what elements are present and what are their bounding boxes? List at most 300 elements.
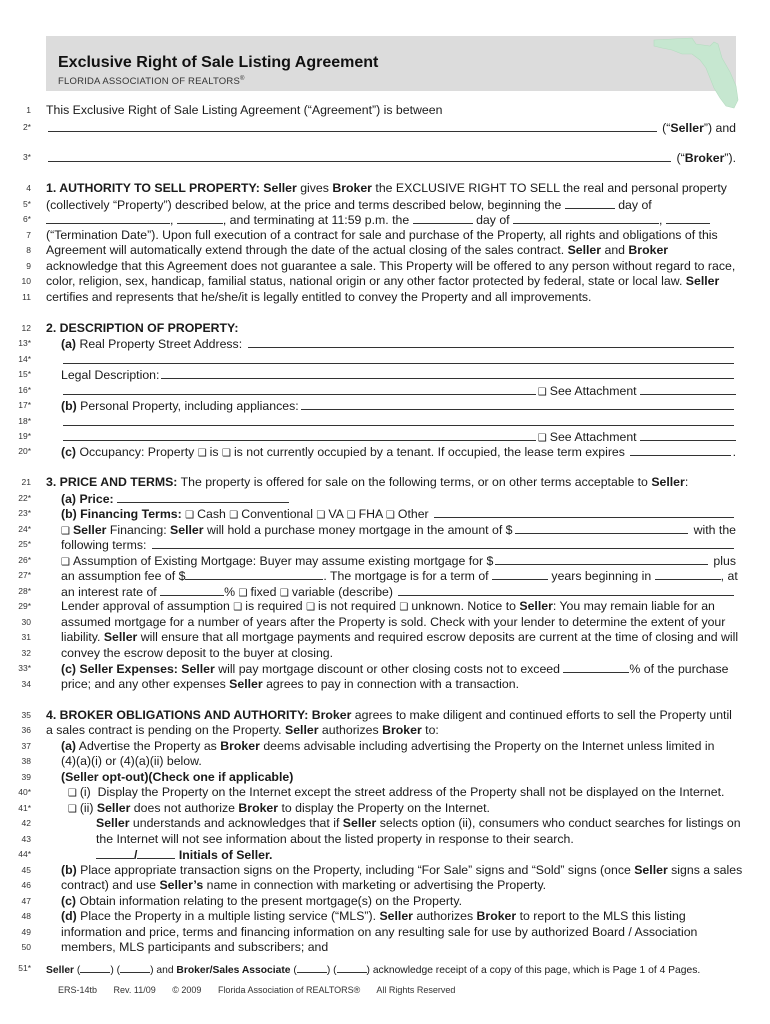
form-line xyxy=(0,645,770,661)
blank-field[interactable] xyxy=(117,490,289,503)
line-number: 45 xyxy=(21,865,31,875)
text-run: an interest rate of xyxy=(61,585,161,599)
line-number: 11 xyxy=(22,292,31,302)
line-text xyxy=(61,924,736,940)
blank-field[interactable] xyxy=(137,846,175,859)
line-number: 10 xyxy=(21,276,31,286)
line-number: 9 xyxy=(26,261,31,271)
text-run: Place the Property in a multiple listing service (“MLS”). xyxy=(76,909,380,923)
text-run: : You may remain liable for an xyxy=(552,599,715,613)
line-number: 7 xyxy=(26,230,31,240)
bold-text: Broker xyxy=(382,723,422,737)
line-number: 50 xyxy=(21,942,31,952)
bold-text: Initials of Seller. xyxy=(178,848,273,862)
line-number: 51* xyxy=(18,963,31,973)
text-run: % of the purchase xyxy=(629,662,729,676)
bold-text: Seller xyxy=(103,630,138,644)
bold-text: Broker/Sales Associate xyxy=(176,965,291,976)
text-run: Conventional xyxy=(241,507,317,521)
line-number: 37 xyxy=(21,741,31,751)
bold-text: (c) xyxy=(61,894,77,908)
form-line xyxy=(0,413,770,429)
form-line xyxy=(0,753,770,769)
bold-text: Seller xyxy=(567,243,602,257)
blank-field[interactable] xyxy=(152,536,734,549)
blank-field[interactable] xyxy=(63,382,536,395)
text-run: name in connection with marketing or advertising the Property. xyxy=(203,878,547,892)
text-run: agrees to make diligent and continued efforts to sell the Property until xyxy=(351,708,732,722)
text-run: VA xyxy=(328,507,347,521)
blank-field[interactable] xyxy=(434,505,734,518)
text-run: agrees to pay in connection with a transaction. xyxy=(262,677,520,691)
text-run: (“Termination Date”). Upon full execution of a contract for sale and purchase of the Property, all rights and obligations of this xyxy=(46,228,718,242)
blank-field[interactable] xyxy=(413,211,473,224)
bold-text: Seller xyxy=(379,909,413,923)
form-line xyxy=(0,567,770,583)
checkbox-icon[interactable]: ❑ xyxy=(185,510,195,521)
bold-text: 3. PRICE AND TERMS: xyxy=(46,475,178,489)
checkbox-icon[interactable]: ❑ xyxy=(279,588,289,599)
text-run: is not required xyxy=(318,599,400,613)
bold-text: (b) xyxy=(61,399,77,413)
line-number: 35 xyxy=(21,710,31,720)
blank-field[interactable] xyxy=(565,196,615,209)
checkbox-icon[interactable]: ❑ xyxy=(537,387,547,398)
blank-field[interactable] xyxy=(48,119,657,132)
text-run: Lender approval of assumption xyxy=(61,599,234,613)
form-line xyxy=(0,521,770,537)
text-run xyxy=(61,784,68,800)
rights-reserved: All Rights Reserved xyxy=(376,985,456,995)
line-number: 30 xyxy=(21,617,31,627)
text-run: ) acknowledge receipt of a copy of this page, which is Page 1 of 4 Pages. xyxy=(366,965,701,976)
bold-text: Seller xyxy=(229,677,263,691)
text-run: color, religion, sex, handicap, familial status, national origin or any other factor protected by federal, state or local law. xyxy=(46,274,686,288)
text-run: authorizes xyxy=(412,909,477,923)
form-line xyxy=(0,490,770,506)
text-run: This Exclusive Right of Sale Listing Agreement (“Agreement”) is between xyxy=(46,103,443,117)
checkbox-icon[interactable]: ❑ xyxy=(67,788,77,799)
form-line xyxy=(0,505,770,521)
text-run: Agreement will automatically extend through the date of the actual closing of the sales contract. xyxy=(46,243,568,257)
blank-field[interactable] xyxy=(248,335,734,348)
form-line xyxy=(0,366,770,382)
line-text xyxy=(46,149,736,166)
line-number: 29* xyxy=(18,601,31,611)
text-run: deems advisable including advertising the Property on the Internet unless limited in xyxy=(259,739,715,753)
blank-field[interactable] xyxy=(63,428,536,441)
blank-field[interactable] xyxy=(495,552,708,565)
bold-text: 1. AUTHORITY TO SELL PROPERTY: Seller xyxy=(46,181,297,195)
text-run: day of xyxy=(472,213,513,227)
form-line xyxy=(0,335,770,351)
bold-text: (b) Financing Terms: xyxy=(61,507,182,521)
checkbox-icon[interactable]: ❑ xyxy=(67,804,77,815)
line-number: 38 xyxy=(21,756,31,766)
form-line xyxy=(0,102,770,118)
line-number: 5* xyxy=(22,199,31,209)
form-line xyxy=(0,877,770,893)
text-run: Place appropriate transaction signs on the Property, including “For Sale” signs and “Sold” signs (once xyxy=(76,863,635,877)
line-number: 20* xyxy=(18,446,31,456)
text-run: , at xyxy=(720,569,738,583)
text-run: , xyxy=(659,213,666,227)
text-run: plus xyxy=(710,554,736,568)
text-run: selects option (ii), consumers who conduct searches for listings on xyxy=(376,816,741,830)
line-text xyxy=(61,676,736,692)
line-text xyxy=(61,862,743,878)
bold-text: Broker xyxy=(220,739,260,753)
bold-text: Seller xyxy=(685,274,720,288)
line-number: 48 xyxy=(21,911,31,921)
line-text xyxy=(46,102,736,118)
text-run: % xyxy=(224,585,239,599)
line-number: 16* xyxy=(18,385,31,395)
line-number: 25* xyxy=(18,539,31,549)
text-run: day of xyxy=(614,198,652,212)
text-run: Real Property Street Address: xyxy=(76,337,246,351)
line-text xyxy=(96,831,736,847)
text-run: will pay mortgage discount or other closing costs not to exceed xyxy=(214,662,564,676)
bold-text: Broker xyxy=(238,801,279,815)
text-run: signs a sales xyxy=(667,863,743,877)
text-run: a sales contract is pending on the Property. xyxy=(46,723,286,737)
line-text xyxy=(61,614,736,630)
blank-field[interactable] xyxy=(120,960,150,973)
text-run: years beginning in xyxy=(548,569,655,583)
text-run: , xyxy=(170,213,177,227)
form-line xyxy=(0,289,770,305)
line-text xyxy=(46,258,736,274)
blank-field[interactable] xyxy=(161,366,734,379)
blank-field[interactable] xyxy=(160,583,224,596)
text-run: : xyxy=(684,475,689,489)
line-text xyxy=(61,413,736,426)
line-text xyxy=(46,474,736,490)
text-run: acknowledge that this Agreement does not guarantee a sale. This Property will be offered to any person without regard to race, xyxy=(46,259,736,273)
text-run: will hold a purchase money mortgage in the amount of $ xyxy=(203,523,513,537)
form-line xyxy=(0,536,770,552)
bold-text: Seller’s xyxy=(159,878,204,892)
text-run: See Attachment xyxy=(549,384,640,398)
bold-text: (d) xyxy=(61,909,77,923)
line-number: 8 xyxy=(26,245,31,255)
line-text xyxy=(46,707,736,723)
form-line xyxy=(0,614,770,630)
checkbox-icon[interactable]: ❑ xyxy=(229,510,239,521)
text-run: , and terminating at 11:59 p.m. the xyxy=(222,213,413,227)
form-line xyxy=(0,227,770,243)
bold-text: 2. DESCRIPTION OF PROPERTY: xyxy=(46,321,239,335)
checkbox-icon[interactable]: ❑ xyxy=(346,510,356,521)
form-line xyxy=(0,846,770,862)
line-number: 39 xyxy=(21,772,31,782)
checkbox-icon[interactable]: ❑ xyxy=(385,510,395,521)
line-text xyxy=(46,211,736,228)
checkbox-icon[interactable]: ❑ xyxy=(61,526,70,537)
text-run: unknown. Notice to xyxy=(411,599,520,613)
text-run: Cash xyxy=(197,507,230,521)
line-text xyxy=(46,180,736,196)
line-number: 31 xyxy=(21,632,31,642)
line-number: 36 xyxy=(21,725,31,735)
document-title: Exclusive Right of Sale Listing Agreement xyxy=(58,54,379,71)
blank-field[interactable] xyxy=(640,428,736,441)
form-line xyxy=(0,149,770,165)
blank-field[interactable] xyxy=(185,567,323,580)
line-number: 49 xyxy=(21,927,31,937)
text-run: ( xyxy=(74,965,81,976)
text-run: (“ xyxy=(673,151,685,165)
blank-field[interactable] xyxy=(80,960,110,973)
checkbox-icon[interactable]: ❑ xyxy=(399,602,409,613)
line-number: 26* xyxy=(18,555,31,565)
form-line xyxy=(0,939,770,955)
line-text xyxy=(61,753,736,769)
bold-text: Seller xyxy=(634,863,668,877)
text-run: The property is offered for sale on the following terms, or on other terms acceptable to xyxy=(177,475,652,489)
text-run: (collectively “Property”) described below, at the price and terms described below, beginning the xyxy=(46,198,565,212)
blank-field[interactable] xyxy=(513,211,659,224)
form-line xyxy=(0,320,770,336)
bold-text: Seller xyxy=(170,523,204,537)
blank-field[interactable] xyxy=(96,846,134,859)
bold-text: Seller xyxy=(651,475,685,489)
line-number: 44* xyxy=(18,849,31,859)
line-text xyxy=(96,815,741,831)
checkbox-icon[interactable]: ❑ xyxy=(233,602,243,613)
form-line xyxy=(0,242,770,258)
line-text xyxy=(61,939,736,955)
form-line xyxy=(0,924,770,940)
text-run: ) ( xyxy=(110,965,121,976)
form-line xyxy=(0,382,770,398)
form-line xyxy=(0,784,770,800)
text-run: does not authorize xyxy=(130,801,239,815)
line-text xyxy=(46,960,736,979)
text-run: (ii) xyxy=(79,801,97,815)
text-run: ”) and xyxy=(703,121,736,135)
text-run: is not currently occupied by a tenant. If occupied, the lease term expires xyxy=(233,445,629,459)
blank-field[interactable] xyxy=(48,149,671,162)
text-run: will ensure that all mortgage payments and required escrow deposits are current at the time of closing and will xyxy=(137,630,739,644)
text-run: Occupancy: Property xyxy=(76,445,198,459)
bold-text: Seller xyxy=(285,723,319,737)
line-number: 1 xyxy=(26,105,31,115)
form-line xyxy=(0,707,770,723)
bold-text: Broker xyxy=(684,151,725,165)
line-number: 14* xyxy=(18,354,31,364)
form-line xyxy=(0,769,770,785)
blank-field[interactable] xyxy=(666,211,710,224)
line-text xyxy=(61,397,736,414)
line-text xyxy=(46,722,736,738)
line-number: 27* xyxy=(18,570,31,580)
text-run: authorizes xyxy=(318,723,383,737)
line-text xyxy=(96,846,736,863)
bold-text: Seller xyxy=(72,523,107,537)
text-run: ) and xyxy=(150,965,177,976)
line-number: 42 xyxy=(21,818,31,828)
line-number: 32 xyxy=(21,648,31,658)
line-number: 21 xyxy=(21,477,31,487)
checkbox-icon[interactable]: ❑ xyxy=(306,602,316,613)
subtitle-text: FLORIDA ASSOCIATION OF REALTORS xyxy=(58,76,240,88)
line-number: 13* xyxy=(18,338,31,348)
text-run: See Attachment xyxy=(549,430,640,444)
form-line xyxy=(0,908,770,924)
form-line xyxy=(0,831,770,847)
line-number: 43 xyxy=(21,834,31,844)
bold-text: (c) Seller Expenses: Seller xyxy=(61,662,215,676)
line-text xyxy=(61,536,736,553)
text-run: gives xyxy=(296,181,333,195)
checkbox-icon[interactable]: ❑ xyxy=(316,510,326,521)
blank-field[interactable] xyxy=(301,397,734,410)
blank-field[interactable] xyxy=(563,660,629,673)
text-run: ( xyxy=(290,965,297,976)
bold-text: Broker xyxy=(332,181,372,195)
bold-text: Seller xyxy=(519,599,553,613)
line-text xyxy=(61,877,736,893)
line-number: 17* xyxy=(18,400,31,410)
line-text xyxy=(61,366,736,383)
text-run: (“ xyxy=(658,121,671,135)
blank-field[interactable] xyxy=(515,521,689,534)
blank-field[interactable] xyxy=(177,211,223,224)
text-run: following terms: xyxy=(61,538,150,552)
blank-field[interactable] xyxy=(655,567,721,580)
form-line xyxy=(0,474,770,490)
line-text xyxy=(46,119,736,136)
text-run: FHA xyxy=(358,507,386,521)
form-line xyxy=(0,119,770,135)
blank-field[interactable] xyxy=(63,413,734,426)
document-subtitle xyxy=(58,76,245,87)
bold-text: (a) Price: xyxy=(61,492,114,506)
text-run: to: xyxy=(421,723,439,737)
line-number: 2* xyxy=(22,122,31,132)
blank-field[interactable] xyxy=(640,382,736,395)
line-text xyxy=(61,893,736,909)
checkbox-icon[interactable]: ❑ xyxy=(238,588,248,599)
line-text xyxy=(61,908,736,924)
form-line xyxy=(0,960,770,976)
form-line xyxy=(0,180,770,196)
form-line xyxy=(0,598,770,614)
text-run: the Internet will not see information about the listed property in response to their search. xyxy=(96,832,574,846)
text-run: members, MLS participants and subscribers; and xyxy=(61,940,329,954)
text-run: the EXCLUSIVE RIGHT TO SELL the real and personal property xyxy=(371,181,727,195)
text-run: information and price, terms and financing information on any resulting sale for use by authorized Board / Association xyxy=(61,925,698,939)
line-number: 6* xyxy=(22,214,31,224)
bold-text: Seller xyxy=(46,965,75,976)
form-line xyxy=(0,211,770,227)
form-line xyxy=(0,738,770,754)
checkbox-icon[interactable]: ❑ xyxy=(537,433,547,444)
line-number: 41* xyxy=(18,803,31,813)
text-run: is xyxy=(209,445,222,459)
line-number: 23* xyxy=(18,508,31,518)
text-run: Legal Description: xyxy=(61,368,160,382)
checkbox-icon[interactable]: ❑ xyxy=(61,557,70,568)
text-run: an assumption fee of $ xyxy=(61,569,186,583)
bold-text: Seller xyxy=(96,801,131,815)
text-run: is required xyxy=(245,599,307,613)
text-run: liability. xyxy=(61,630,104,644)
text-run: Other xyxy=(397,507,433,521)
line-text xyxy=(46,227,736,243)
page-footer xyxy=(58,985,469,995)
bold-text: (b) xyxy=(61,863,77,877)
text-run: Assumption of Existing Mortgage: Buyer may assume existing mortgage for $ xyxy=(72,554,494,568)
blank-field[interactable] xyxy=(337,960,367,973)
line-text xyxy=(61,335,736,352)
text-run: variable (describe) xyxy=(291,585,397,599)
florida-map-icon xyxy=(652,34,742,110)
line-number: 18* xyxy=(18,416,31,426)
form-line xyxy=(0,258,770,274)
blank-field[interactable] xyxy=(297,960,327,973)
text-run: . The mortgage is for a term of xyxy=(323,569,493,583)
line-number: 4 xyxy=(26,183,31,193)
form-line xyxy=(0,722,770,738)
text-run: understands and acknowledges that if xyxy=(129,816,343,830)
text-run: Financing: xyxy=(106,523,171,537)
line-text xyxy=(46,242,736,258)
line-text xyxy=(61,443,736,462)
blank-field[interactable] xyxy=(63,351,734,364)
form-line xyxy=(0,397,770,413)
line-number: 12 xyxy=(21,323,31,333)
bold-text: / xyxy=(134,848,138,862)
text-run: . xyxy=(732,445,736,459)
bold-text: 4. BROKER OBLIGATIONS AND AUTHORITY: Broker xyxy=(46,708,352,722)
text-run: (i) Display the Property on the Internet except the street address of the Property shall not be displayed on the Internet. xyxy=(79,785,725,799)
blank-field[interactable] xyxy=(398,583,734,596)
line-number: 46 xyxy=(21,880,31,890)
line-text xyxy=(61,629,739,645)
text-run: contract) and use xyxy=(61,878,160,892)
form-line xyxy=(0,443,770,459)
form-line xyxy=(0,552,770,568)
text-run: fixed xyxy=(250,585,280,599)
checkbox-icon[interactable]: ❑ xyxy=(221,448,231,459)
blank-field[interactable] xyxy=(630,443,730,456)
line-text xyxy=(61,660,736,677)
form-line xyxy=(0,676,770,692)
form-line xyxy=(0,629,770,645)
blank-field[interactable] xyxy=(492,567,548,580)
line-text xyxy=(61,645,736,661)
blank-field[interactable] xyxy=(46,211,170,224)
checkbox-icon[interactable]: ❑ xyxy=(197,448,207,459)
form-line xyxy=(0,800,770,816)
text-run: to display the Property on the Internet. xyxy=(278,801,490,815)
form-line xyxy=(0,862,770,878)
text-run: ”). xyxy=(724,151,736,165)
text-run: Advertise the Property as xyxy=(76,739,221,753)
form-line xyxy=(0,815,770,831)
text-run xyxy=(61,800,68,816)
line-number: 15* xyxy=(18,369,31,379)
text-run: Obtain information relating to the present mortgage(s) on the Property. xyxy=(76,894,462,908)
text-run: convey the escrow deposit to the buyer at closing. xyxy=(61,646,334,660)
line-text xyxy=(61,738,736,754)
form-line xyxy=(0,893,770,909)
text-run: with the xyxy=(690,523,736,537)
text-run: Personal Property, including appliances: xyxy=(76,399,299,413)
